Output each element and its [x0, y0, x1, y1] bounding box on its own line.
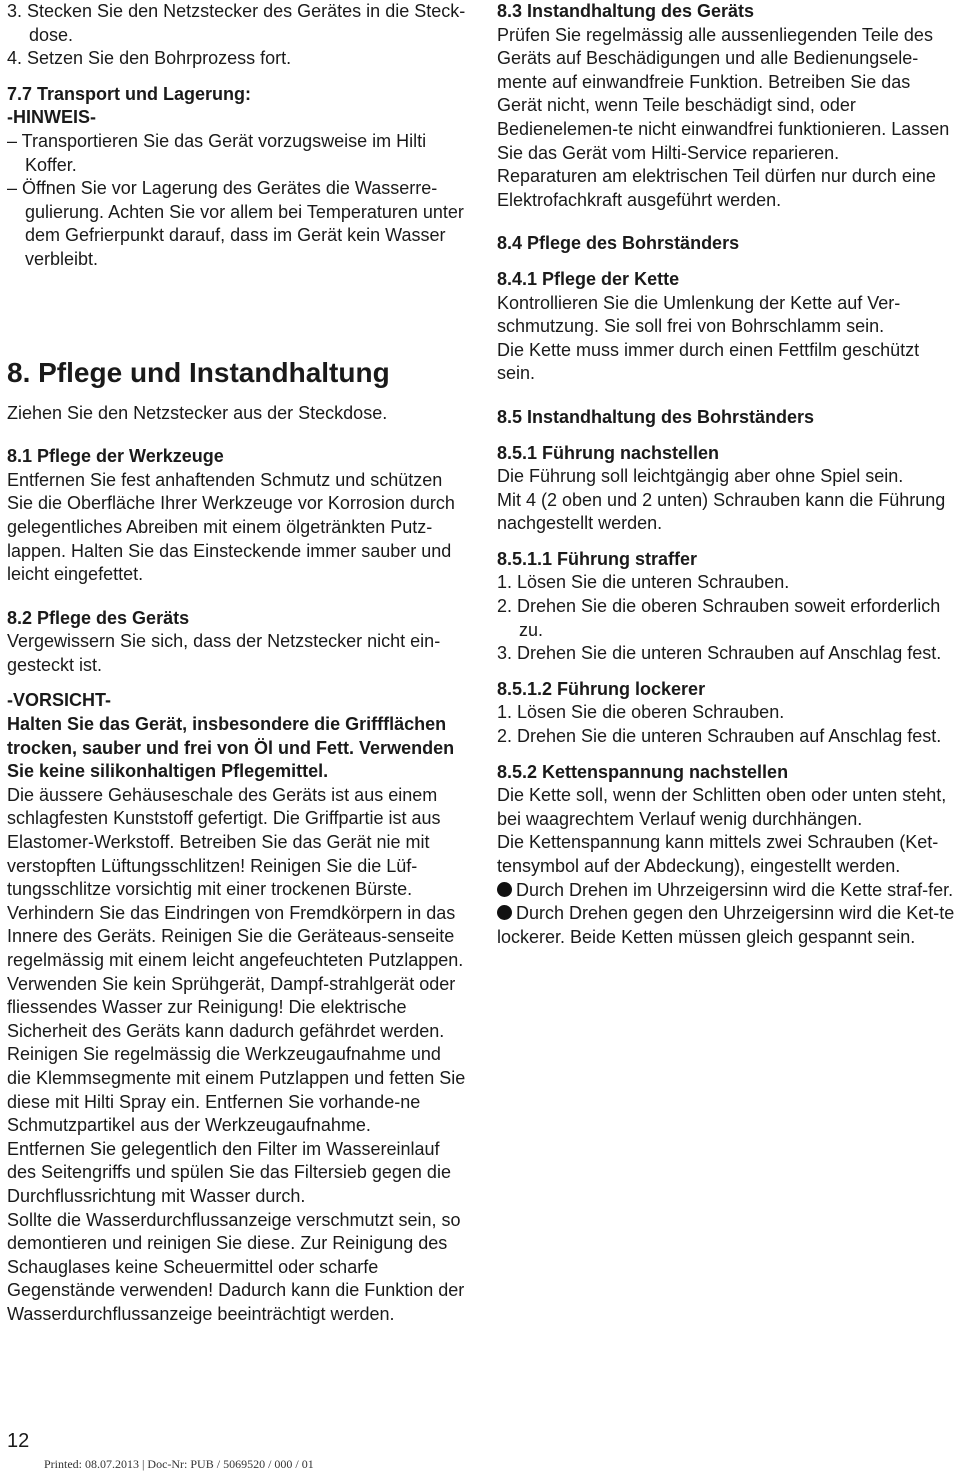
step-item: 1. Lösen Sie die unteren Schrauben. [497, 572, 790, 593]
section-8-2-title: 8.2 Pflege des Geräts [7, 607, 190, 628]
step-item: 3. Drehen Sie die unteren Schrauben auf Anschlag fest. [497, 643, 942, 664]
section-8-5-1-2-title: 8.5.1.2 Führung lockerer [497, 678, 706, 699]
bullet-item [497, 879, 959, 903]
bullet-dot-icon [497, 882, 512, 897]
transport-item-2: – Öffnen Sie vor Lagerung des Gerätes die Wasserre-gulierung. Achten Sie vor allem bei Temperaturen unter dem Gefrierpunkt darauf, dass im Gerät kein Wasser verbleibt. [7, 178, 464, 269]
warning-label: -VORSICHT- [7, 690, 112, 711]
section-8-4-1-title: 8.4.1 Pflege der Kette [497, 268, 680, 289]
step-3: 3. Stecken Sie den Netzstecker des Gerätes in die Steck- dose. [7, 1, 466, 45]
section-8-1-title: 8.1 Pflege der Werkzeuge [7, 446, 224, 467]
section-8-1-text: Entfernen Sie fest anhaftenden Schmutz und schützen Sie die Oberfläche Ihrer Werkzeuge vor Korrosion durch gelegentliches Abreiben mit einem ölgetränkten Putz-lappen. Halten Sie das Einsteckende immer sauber und leicht eingefettet. [7, 469, 455, 585]
bullet-text: Durch Drehen im Uhrzeigersinn wird die Kette straf-fer. [516, 879, 954, 900]
transport-item-1: – Transportieren Sie das Gerät vorzugsweise im Hilti Koffer. [7, 130, 427, 175]
page-number: 12 [7, 1430, 30, 1452]
section-8-5-2-title: 8.5.2 Kettenspannung nachstellen [497, 761, 789, 782]
bullet-dot-icon [497, 905, 512, 920]
section-8-5-2-text: Die Kette soll, wenn der Schlitten oben oder unten steht, bei waagrechtem Verlauf wenig durchhängen. [497, 785, 947, 829]
section-8-5-1-text-2: Mit 4 (2 oben und 2 unten) Schrauben kann die Führung nachgestellt werden. [497, 489, 946, 534]
step-4: 4. Setzen Sie den Bohrprozess fort. [7, 48, 292, 69]
bullet-text: Durch Drehen gegen den Uhrzeigersinn wird die Ket-te lockerer. Beide Ketten müssen gleich gespannt sein. [497, 903, 955, 947]
step-item: 2. Drehen Sie die oberen Schrauben soweit erforderlich zu. [497, 596, 941, 640]
section-8-4-1-text-2: Die Kette muss immer durch einen Fettfilm geschützt sein. [497, 339, 920, 384]
section-8-text: Ziehen Sie den Netzstecker aus der Steckdose. [7, 402, 388, 423]
care-paragraph: Die äussere Gehäuseschale des Geräts ist aus einem schlagfesten Kunststoff gefertigt. Die Griffpartie ist aus Elastomer-Werkstoff. Betreiben Sie das Gerät nie mit verstopften Lüftungsschlitzen! Reinigen Sie die Lüf-tungsschlitze vorsichtig mit einer trockenen Bürste. Verhindern Sie das Eindringen von Fremdkörpern in das Innere des Geräts. Reinigen Sie die Geräteaus-senseite regelmässig mit einem leicht angefeuchteten Putzlappen. Verwenden Sie kein Sprühgerät, Dampf-strahlgerät oder fliessendes Wasser zur Reinigung! Die elektrische Sicherheit des Geräts kann dadurch gefährdet werden. [7, 784, 464, 1041]
section-8-3-title: 8.3 Instandhaltung des Geräts [497, 1, 755, 21]
section-8-5-1-1-title: 8.5.1.1 Führung straffer [497, 548, 698, 569]
care-paragraph: Reinigen Sie regelmässig die Werkzeugaufnahme und die Klemmsegmente mit einem Putzlappen und fetten Sie diese mit Hilti Spray ein. Entfernen Sie vorhande-ne Schmutzpartikel aus der Werkzeugaufnahme. [7, 1044, 466, 1136]
care-paragraph: Sollte die Wasserdurchflussanzeige verschmutzt sein, so demontieren und reinigen Sie diese. Zur Reinigung des Schauglases keine Scheuermittel oder scharfe Gegenstände verwenden! Dadurch kann die Funktion der Wasserdurchflussanzeige beeinträchtigt werden. [7, 1209, 465, 1324]
print-footer: Printed: 08.07.2013 | Doc-Nr: PUB / 5069520 / 000 / 01 [44, 1457, 314, 1471]
section-8-5-1-text: Die Führung soll leichtgängig aber ohne Spiel sein. [497, 466, 904, 487]
section-8-4-1-text: Kontrollieren Sie die Umlenkung der Kette auf Ver-schmutzung. Sie soll frei von Bohrschlamm sein. [497, 292, 901, 337]
care-paragraph: Entfernen Sie gelegentlich den Filter im Wassereinlauf des Seitengriffs und spülen Sie das Filtersieb gegen die Durchflussrichtung mit Wasser durch. [7, 1138, 451, 1206]
section-8-3-text: Prüfen Sie regelmässig alle aussenliegenden Teile des Geräts auf Beschädigungen und alle Bedienungsele-mente auf einwandfreie Funktion. Betreiben Sie das Gerät nicht, wenn Teile beschädigt sind, oder Bedienelemen-te nicht einwandfrei funktionieren. Lassen Sie das Gerät vom Hilti-Service reparieren. [497, 24, 950, 163]
step-item: 1. Lösen Sie die oberen Schrauben. [497, 702, 785, 723]
left-column [7, 0, 469, 1327]
right-column [497, 0, 959, 949]
section-8-5-1-title: 8.5.1 Führung nachstellen [497, 442, 720, 463]
section-8-3-text-2: Reparaturen am elektrischen Teil dürfen nur durch eine Elektrofachkraft ausgeführt werden. [497, 166, 936, 210]
bullet-item [497, 902, 959, 949]
section-8-4-title: 8.4 Pflege des Bohrständers [497, 233, 740, 254]
section-8-2-text: Vergewissern Sie sich, dass der Netzstecker nicht ein-gesteckt ist. [7, 631, 441, 675]
warning-text: Halten Sie das Gerät, insbesondere die Griffflächen trocken, sauber und frei von Öl und Fett. Verwenden Sie keine silikonhaltigen Pflegemittel. [7, 714, 455, 782]
note-label: -HINWEIS- [7, 107, 96, 128]
step-item: 2. Drehen Sie die unteren Schrauben auf Anschlag fest. [497, 726, 942, 747]
section-8-5-2-text-2: Die Kettenspannung kann mittels zwei Schrauben (Ket-tensymbol auf der Abdeckung), eingestellt werden. [497, 832, 939, 876]
section-8-5-title: 8.5 Instandhaltung des Bohrständers [497, 406, 815, 427]
section-8-title: 8. Pflege und Instandhaltung [7, 356, 390, 388]
section-7-7-title: 7.7 Transport und Lagerung: [7, 83, 252, 104]
